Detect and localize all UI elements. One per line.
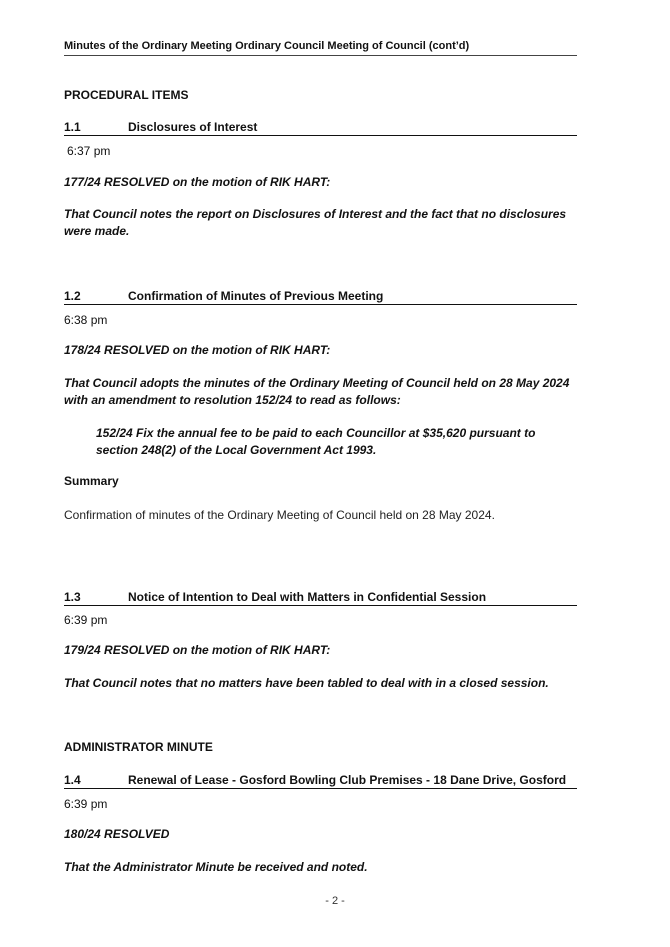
item-number: 1.2: [64, 289, 81, 303]
resolution-text: That the Administrator Minute be received and noted.: [64, 860, 368, 874]
item-number: 1.4: [64, 773, 81, 787]
item-heading-1-2: [64, 289, 577, 305]
item-number: 1.3: [64, 590, 81, 604]
resolved-line: 178/24 RESOLVED on the motion of RIK HART:: [64, 343, 331, 357]
item-title: Notice of Intention to Deal with Matters in Confidential Session: [128, 590, 487, 604]
item-title: Disclosures of Interest: [128, 120, 258, 134]
item-time: 6:37 pm: [67, 144, 111, 158]
resolved-line: 179/24 RESOLVED on the motion of RIK HART:: [64, 643, 331, 657]
amendment-text: 152/24 Fix the annual fee to be paid to each Councillor at $35,620 pursuant to section 248(2) of the Local Government Act 1993.: [96, 426, 536, 457]
resolved-line: 177/24 RESOLVED on the motion of RIK HART:: [64, 175, 331, 189]
running-header: Minutes of the Ordinary Meeting Ordinary Council Meeting of Council (cont’d): [64, 40, 577, 56]
item-title: Renewal of Lease - Gosford Bowling Club Premises - 18 Dane Drive, Gosford: [128, 773, 567, 787]
resolution-text: That Council notes that no matters have been tabled to deal with in a closed session.: [64, 676, 549, 690]
item-heading-1-4: [64, 773, 577, 789]
resolved-line: 180/24 RESOLVED: [64, 827, 170, 841]
item-heading-1-1: [64, 120, 577, 136]
summary-heading: Summary: [64, 474, 119, 488]
section-heading-administrator: ADMINISTRATOR MINUTE: [64, 740, 213, 754]
item-time: 6:39 pm: [64, 613, 108, 627]
item-title: Confirmation of Minutes of Previous Meeting: [128, 289, 384, 303]
page-number: - 2 -: [325, 895, 345, 907]
summary-text: Confirmation of minutes of the Ordinary Meeting of Council held on 28 May 2024.: [64, 508, 495, 522]
item-time: 6:38 pm: [64, 313, 108, 327]
resolution-text: That Council notes the report on Disclosures of Interest and the fact that no disclosures were made.: [64, 207, 567, 238]
resolution-text: That Council adopts the minutes of the Ordinary Meeting of Council held on 28 May 2024 with an amendment to resolution 152/24 to read as follows:: [64, 376, 570, 407]
item-time: 6:39 pm: [64, 797, 108, 811]
item-number: 1.1: [64, 120, 81, 134]
item-heading-1-3: [64, 590, 577, 606]
section-heading-procedural: PROCEDURAL ITEMS: [64, 88, 189, 102]
